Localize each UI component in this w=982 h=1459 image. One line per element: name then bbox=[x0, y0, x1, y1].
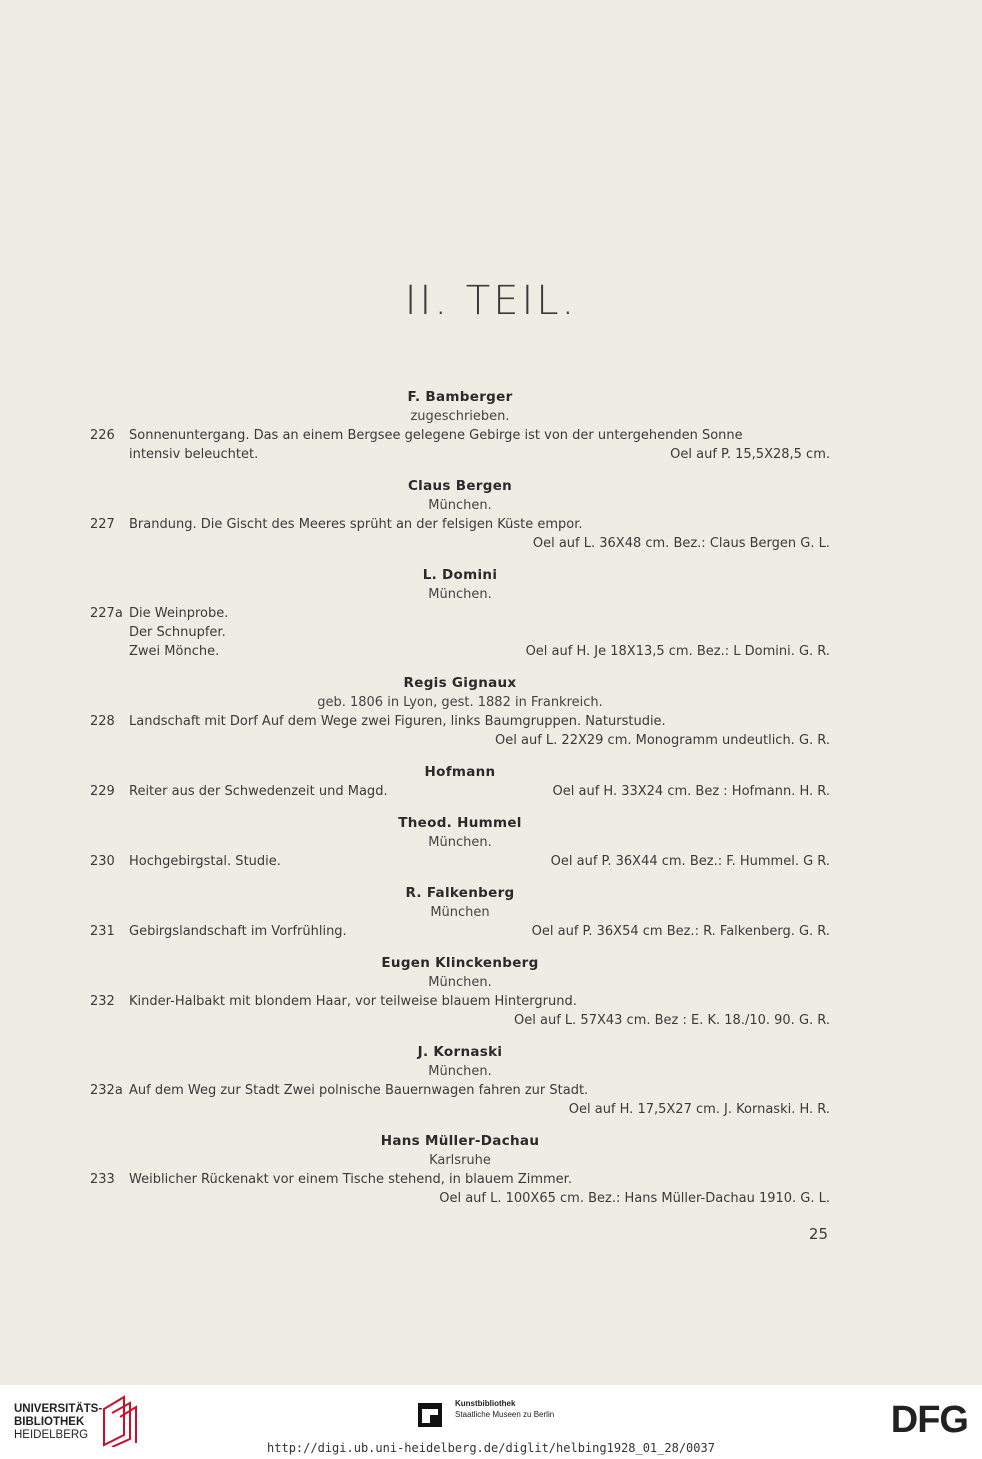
item-description: Gebirgslandschaft im Vorfrühling. bbox=[129, 924, 347, 939]
lot-number: 229 bbox=[90, 784, 115, 799]
item-detail-text: Oel auf L. 57X43 cm. Bez : E. K. 18./10. 90. G. R. bbox=[514, 1013, 830, 1028]
artist-place: Karlsruhe bbox=[429, 1153, 491, 1168]
lot-number bbox=[90, 445, 129, 464]
catalog-entries bbox=[90, 388, 830, 1221]
permalink-url[interactable]: http://digi.ub.uni-heidelberg.de/diglit/helbing1928_01_28/0037 bbox=[267, 1441, 715, 1455]
item-line bbox=[90, 922, 830, 941]
item-detail-text: Oel auf H. 17,5X27 cm. J. Kornaski. H. R. bbox=[568, 1102, 830, 1117]
catalog-entry bbox=[90, 388, 830, 464]
ub-logo-icon bbox=[100, 1395, 140, 1447]
artist-name: Claus Bergen bbox=[407, 478, 513, 494]
item-line bbox=[90, 445, 830, 464]
item-description: Reiter aus der Schwedenzeit und Magd. bbox=[129, 784, 388, 799]
artist-name: L. Domini bbox=[422, 567, 498, 583]
artist-place: zugeschrieben. bbox=[410, 409, 510, 424]
artist-place: München. bbox=[428, 835, 492, 850]
item-description: Hochgebirgstal. Studie. bbox=[129, 854, 281, 869]
kunstbibliothek-text[interactable] bbox=[455, 1398, 554, 1420]
item-medium-size: Oel auf P. 36X54 cm Bez.: R. Falkenberg. G. R. bbox=[531, 924, 830, 939]
ub-line1: UNIVERSITÄTS- bbox=[14, 1403, 103, 1415]
item-medium-size bbox=[90, 1189, 830, 1208]
lot-number: 228 bbox=[90, 714, 115, 729]
item-medium-size: Oel auf H. Je 18X13,5 cm. Bez.: L Domini. G. R. bbox=[525, 644, 830, 659]
catalog-entry bbox=[90, 884, 830, 941]
item-line bbox=[90, 426, 830, 445]
item-description: Die Weinprobe. bbox=[129, 606, 229, 621]
catalog-entry bbox=[90, 674, 830, 750]
artist-name: Eugen Klinckenberg bbox=[381, 955, 539, 971]
catalog-entry bbox=[90, 1132, 830, 1208]
lot-number bbox=[90, 623, 129, 642]
kb-line1: Kunstbibliothek bbox=[455, 1399, 516, 1408]
item-medium-size bbox=[90, 1011, 830, 1030]
page-number: 25 bbox=[808, 1225, 828, 1243]
item-line bbox=[90, 852, 830, 871]
lot-number: 227 bbox=[90, 517, 115, 532]
lot-number: 232 bbox=[90, 994, 115, 1009]
artist-name: Hans Müller-Dachau bbox=[380, 1133, 540, 1149]
item-description: Kinder-Halbakt mit blondem Haar, vor teilweise blauem Hintergrund. bbox=[129, 994, 577, 1009]
item-description: Zwei Mönche. bbox=[129, 644, 220, 659]
item-line bbox=[90, 712, 830, 731]
item-line bbox=[90, 1170, 830, 1189]
item-description: Auf dem Weg zur Stadt Zwei polnische Bauernwagen fahren zur Stadt. bbox=[129, 1083, 589, 1098]
artist-name: J. Kornaski bbox=[417, 1044, 503, 1060]
lot-number: 232a bbox=[90, 1083, 123, 1098]
item-line bbox=[90, 642, 830, 661]
dfg-logo[interactable]: DFG bbox=[890, 1399, 968, 1441]
lot-number bbox=[90, 642, 129, 661]
artist-place: München. bbox=[428, 1064, 492, 1079]
lot-number: 231 bbox=[90, 924, 115, 939]
kb-line2: Staatliche Museen zu Berlin bbox=[455, 1410, 555, 1419]
artist-place: München bbox=[430, 905, 490, 920]
item-description: Landschaft mit Dorf Auf dem Wege zwei Figuren, links Baumgruppen. Naturstudie. bbox=[129, 714, 666, 729]
item-medium-size bbox=[90, 1100, 830, 1119]
catalog-entry bbox=[90, 763, 830, 801]
item-line bbox=[90, 782, 830, 801]
artist-name: Hofmann bbox=[424, 764, 496, 780]
item-line bbox=[90, 515, 830, 534]
item-medium-size: Oel auf P. 36X44 cm. Bez.: F. Hummel. G R. bbox=[550, 854, 830, 869]
catalog-entry bbox=[90, 814, 830, 871]
lot-number: 226 bbox=[90, 428, 115, 443]
item-description: Brandung. Die Gischt des Meeres sprüht an der felsigen Küste empor. bbox=[129, 517, 583, 532]
artist-place: geb. 1806 in Lyon, gest. 1882 in Frankreich. bbox=[317, 695, 603, 710]
item-medium-size bbox=[90, 731, 830, 750]
catalog-entry bbox=[90, 1043, 830, 1119]
lot-number: 227a bbox=[90, 606, 123, 621]
item-detail-text: Oel auf L. 100X65 cm. Bez.: Hans Müller-Dachau 1910. G. L. bbox=[439, 1191, 830, 1206]
item-detail-text: Oel auf L. 36X48 cm. Bez.: Claus Bergen G. L. bbox=[532, 536, 830, 551]
item-medium-size: Oel auf P. 15,5X28,5 cm. bbox=[670, 447, 830, 462]
ub-line2: BIBLIOTHEK bbox=[14, 1416, 85, 1428]
item-description: Weiblicher Rückenakt vor einem Tische stehend, in blauem Zimmer. bbox=[129, 1172, 572, 1187]
kunstbibliothek-logo-icon bbox=[418, 1403, 442, 1427]
artist-name: F. Bamberger bbox=[407, 389, 513, 405]
item-description: intensiv beleuchtet. bbox=[129, 447, 259, 462]
item-line bbox=[90, 623, 830, 642]
artist-name: Regis Gignaux bbox=[403, 675, 517, 691]
catalog-entry bbox=[90, 954, 830, 1030]
section-heading: II. TEIL. bbox=[404, 278, 578, 324]
footer-bar bbox=[0, 1385, 982, 1459]
ub-line3: HEIDELBERG bbox=[14, 1429, 89, 1441]
artist-place: München. bbox=[428, 587, 492, 602]
item-line bbox=[90, 604, 830, 623]
university-library-logo-text[interactable] bbox=[14, 1403, 102, 1442]
catalog-entry bbox=[90, 477, 830, 553]
catalog-entry bbox=[90, 566, 830, 661]
artist-name: R. Falkenberg bbox=[405, 885, 515, 901]
item-line bbox=[90, 1081, 830, 1100]
item-line bbox=[90, 992, 830, 1011]
lot-number: 233 bbox=[90, 1172, 115, 1187]
item-medium-size bbox=[90, 534, 830, 553]
artist-place: München. bbox=[428, 498, 492, 513]
lot-number: 230 bbox=[90, 854, 115, 869]
item-detail-text: Oel auf L. 22X29 cm. Monogramm undeutlich. G. R. bbox=[495, 733, 830, 748]
item-medium-size: Oel auf H. 33X24 cm. Bez : Hofmann. H. R. bbox=[552, 784, 830, 799]
artist-place: München. bbox=[428, 975, 492, 990]
item-description: Der Schnupfer. bbox=[129, 625, 226, 640]
artist-name: Theod. Hummel bbox=[398, 815, 522, 831]
item-description: Sonnenuntergang. Das an einem Bergsee gelegene Gebirge ist von der untergehenden Sonne bbox=[129, 428, 743, 443]
